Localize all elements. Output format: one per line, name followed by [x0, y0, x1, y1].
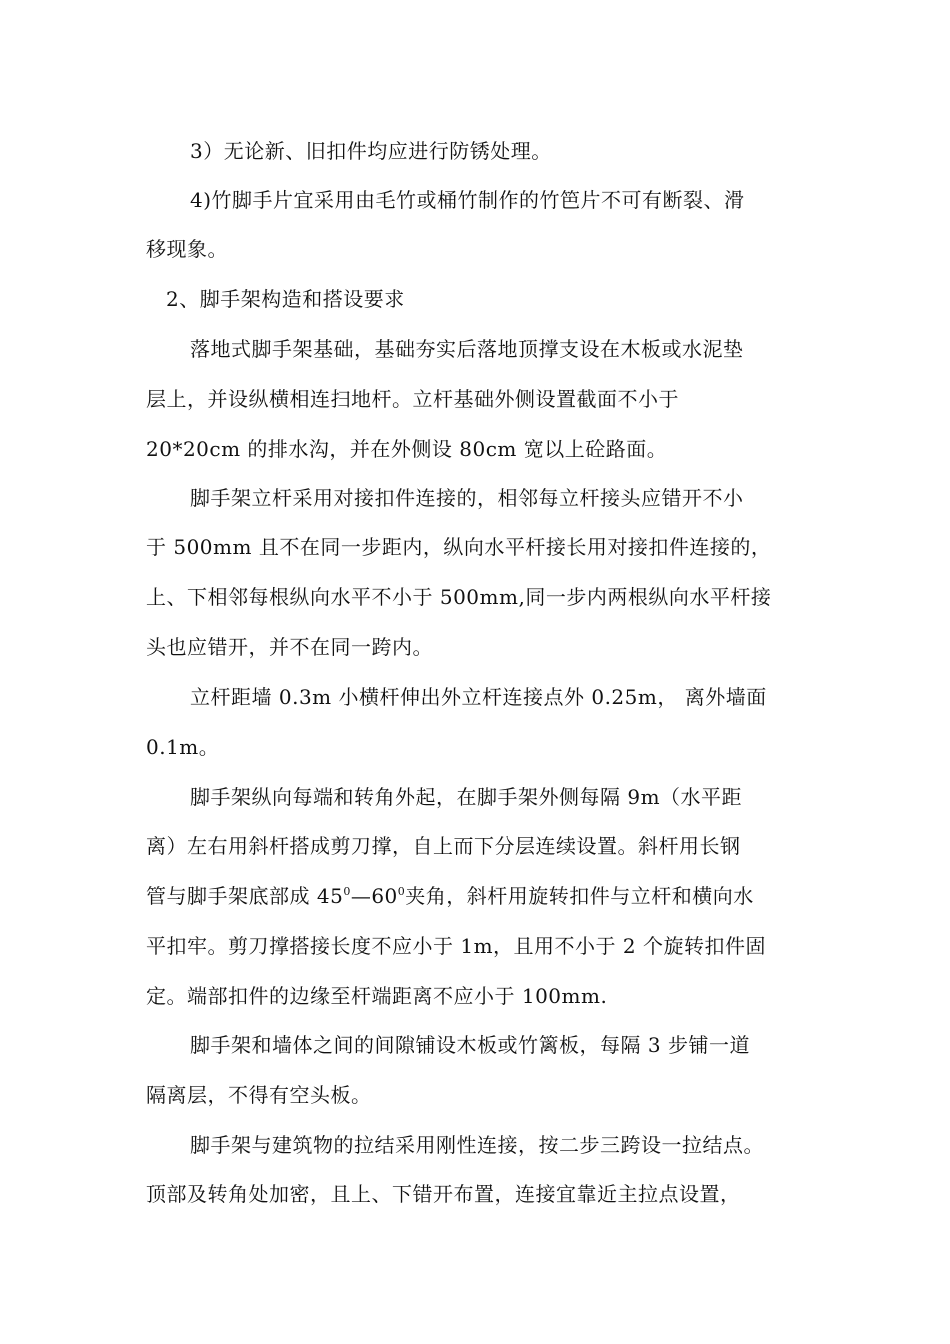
text-line: 平扣牢。剪刀撑搭接长度不应小于 1m，且用不小于 2 个旋转扣件固 [146, 934, 766, 958]
text-line: 定。端部扣件的边缘至杆端距离不应小于 100mm. [146, 984, 608, 1008]
text-fragment: 管与脚手架底部成 45 [146, 884, 344, 908]
text-line: 脚手架纵向每端和转角外起，在脚手架外侧每隔 9m（水平距 [190, 785, 743, 809]
degree-superscript: 0 [343, 885, 351, 898]
text-line: 于 500mm 且不在同一步距内，纵向水平杆接长用对接扣件连接的， [146, 535, 772, 559]
text-fragment: —60 [350, 884, 398, 908]
text-line: 层上，并设纵横相连扫地杆。立杆基础外侧设置截面不小于 [146, 387, 679, 411]
text-line: 立杆距墙 0.3m 小横杆伸出外立杆连接点外 0.25m， 离外墙面 [190, 685, 767, 709]
text-fragment: 夹角，斜杆用旋转扣件与立杆和横向水 [405, 884, 754, 908]
text-line: 隔离层，不得有空头板。 [146, 1083, 372, 1107]
text-line: 4)竹脚手片宜采用由毛竹或桶竹制作的竹笆片不可有断裂、滑 [190, 188, 745, 212]
text-line: 脚手架与建筑物的拉结采用刚性连接，按二步三跨设一拉结点。 [190, 1133, 764, 1157]
text-line: 脚手架立杆采用对接扣件连接的，相邻每立杆接头应错开不小 [190, 486, 744, 510]
text-line: 上、下相邻每根纵向水平不小于 500mm,同一步内两根纵向水平杆接 [146, 585, 772, 609]
text-line: 脚手架和墙体之间的间隙铺设木板或竹篱板，每隔 3 步铺一道 [190, 1033, 750, 1057]
text-line: 落地式脚手架基础，基础夯实后落地顶撑支设在木板或水泥垫 [190, 337, 744, 361]
text-line: 离）左右用斜杆搭成剪刀撑，自上而下分层连续设置。斜杆用长钢 [146, 834, 741, 858]
text-line: 20*20cm 的排水沟，并在外侧设 80cm 宽以上砼路面。 [146, 437, 668, 461]
text-line: 顶部及转角处加密，且上、下错开布置，连接宜靠近主拉点设置， [146, 1182, 741, 1206]
section-heading: 2、脚手架构造和搭设要求 [166, 287, 405, 311]
text-line [146, 882, 754, 910]
text-line: 移现象。 [146, 237, 228, 261]
degree-superscript: 0 [397, 885, 406, 898]
text-line: 3）无论新、旧扣件均应进行防锈处理。 [190, 139, 552, 163]
text-line: 0.1m。 [146, 735, 220, 759]
text-line: 头也应错开，并不在同一跨内。 [146, 635, 433, 659]
